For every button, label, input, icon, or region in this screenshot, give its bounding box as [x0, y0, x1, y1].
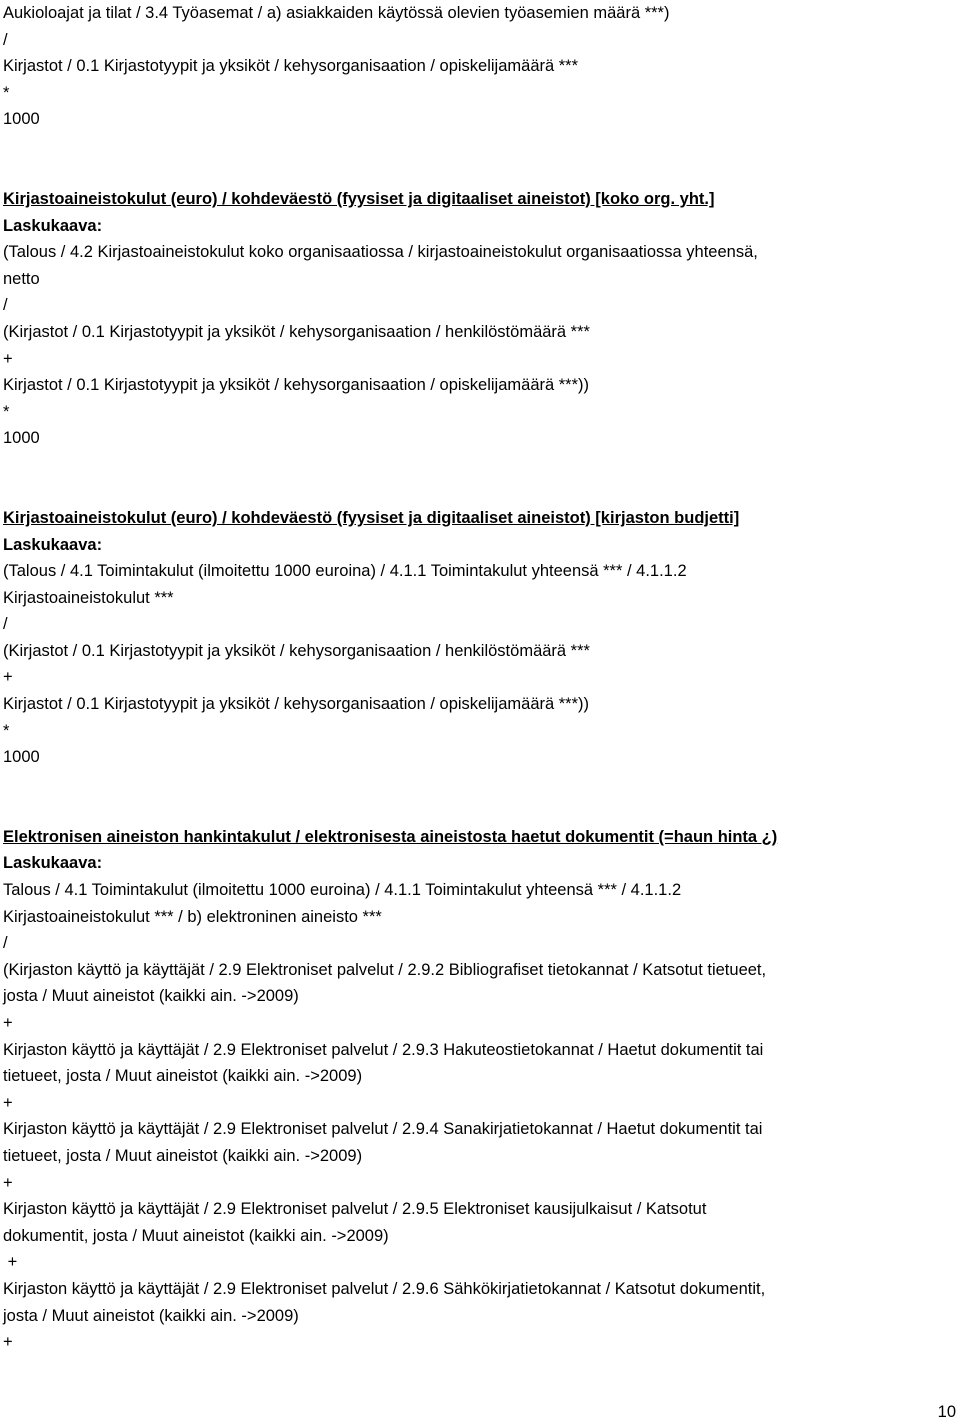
formula-line: tietueet, josta / Muut aineistot (kaikki ain. ->2009): [3, 1146, 363, 1165]
formula-line: (Talous / 4.1 Toimintakulut (ilmoitettu 1000 euroina) / 4.1.1 Toimintakulut yhteensä *** / 4.1.1.2: [3, 562, 687, 581]
formula-line: (Kirjastot / 0.1 Kirjastotyypit ja yksiköt / kehysorganisaation / henkilöstömäärä ***: [3, 322, 590, 341]
operator-plus: +: [3, 1093, 13, 1112]
formula-line: (Talous / 4.2 Kirjastoaineistokulut koko organisaatiossa / kirjastoaineistokulut organisaatiossa yhteensä,: [3, 243, 758, 262]
formula-line: Kirjaston käyttö ja käyttäjät / 2.9 Elektroniset palvelut / 2.9.5 Elektroniset kausijulkaisut / Katsotut: [3, 1200, 707, 1219]
operator-multiply: *: [3, 83, 10, 102]
formula-constant: 1000: [3, 110, 40, 129]
formula-line: (Kirjaston käyttö ja käyttäjät / 2.9 Elektroniset palvelut / 2.9.2 Bibliografiset tietokannat / Katsotut tietueet,: [3, 960, 767, 979]
formula-line: josta / Muut aineistot (kaikki ain. ->2009): [3, 1306, 299, 1325]
operator-plus: +: [3, 1173, 13, 1192]
page-number: 10: [937, 1403, 956, 1421]
operator-plus: +: [3, 349, 13, 368]
indicator-heading: Elektronisen aineiston hankintakulut / elektronisesta aineistosta haetut dokumentit (=haun hinta ¿): [3, 827, 778, 846]
formula-continuation: [3, 0, 953, 133]
formula-line: Kirjastoaineistokulut *** / b) elektroninen aineisto ***: [3, 907, 382, 926]
indicator-section: [3, 186, 953, 452]
formula-line: Kirjastot / 0.1 Kirjastotyypit ja yksiköt / kehysorganisaation / opiskelijamäärä ***)): [3, 376, 589, 395]
indicator-heading: Kirjastoaineistokulut (euro) / kohdeväestö (fyysiset ja digitaaliset aineistot) [koko org. yht.]: [3, 189, 715, 208]
formula-label: Laskukaava:: [3, 535, 103, 554]
operator-divide: /: [3, 615, 8, 634]
formula-line: tietueet, josta / Muut aineistot (kaikki ain. ->2009): [3, 1067, 363, 1086]
formula-label: Laskukaava:: [3, 854, 103, 873]
operator-multiply: *: [3, 402, 10, 421]
indicator-heading: Kirjastoaineistokulut (euro) / kohdeväestö (fyysiset ja digitaaliset aineistot) [kirjaston budjetti]: [3, 508, 740, 527]
formula-line: Kirjastot / 0.1 Kirjastotyypit ja yksiköt / kehysorganisaation / opiskelijamäärä ***)): [3, 695, 589, 714]
formula-line: Kirjastot / 0.1 Kirjastotyypit ja yksiköt / kehysorganisaation / opiskelijamäärä ***: [3, 57, 579, 76]
formula-label: Laskukaava:: [3, 216, 103, 235]
formula-line: Aukioloajat ja tilat / 3.4 Työasemat / a) asiakkaiden käytössä olevien työasemien määrä ***): [3, 4, 670, 22]
formula-line: josta / Muut aineistot (kaikki ain. ->2009): [3, 987, 299, 1006]
formula-line: (Kirjastot / 0.1 Kirjastotyypit ja yksiköt / kehysorganisaation / henkilöstömäärä ***: [3, 641, 590, 660]
formula-constant: 1000: [3, 748, 40, 767]
indicator-section: [3, 505, 953, 771]
document-page: [3, 0, 953, 1356]
formula-line: dokumentit, josta / Muut aineistot (kaikki ain. ->2009): [3, 1226, 389, 1245]
operator-plus: +: [3, 1333, 13, 1352]
formula-line: Kirjaston käyttö ja käyttäjät / 2.9 Elektroniset palvelut / 2.9.3 Hakuteostietokannat / Haetut dokumentit tai: [3, 1040, 764, 1059]
operator-divide: /: [3, 30, 8, 49]
operator-plus: +: [3, 1253, 18, 1272]
formula-line: Kirjaston käyttö ja käyttäjät / 2.9 Elektroniset palvelut / 2.9.6 Sähkökirjatietokannat / Katsotut dokumentit,: [3, 1279, 766, 1298]
formula-line: Talous / 4.1 Toimintakulut (ilmoitettu 1000 euroina) / 4.1.1 Toimintakulut yhteensä *** / 4.1.1.2: [3, 881, 682, 900]
formula-constant: 1000: [3, 429, 40, 448]
formula-line: Kirjastoaineistokulut ***: [3, 588, 174, 607]
indicator-section: [3, 824, 953, 1356]
operator-divide: /: [3, 296, 8, 315]
formula-line: netto: [3, 269, 40, 288]
operator-multiply: *: [3, 721, 10, 740]
formula-line: Kirjaston käyttö ja käyttäjät / 2.9 Elektroniset palvelut / 2.9.4 Sanakirjatietokannat / Haetut dokumentit tai: [3, 1120, 763, 1139]
operator-plus: +: [3, 1014, 13, 1032]
operator-divide: /: [3, 934, 8, 953]
operator-plus: +: [3, 668, 13, 687]
